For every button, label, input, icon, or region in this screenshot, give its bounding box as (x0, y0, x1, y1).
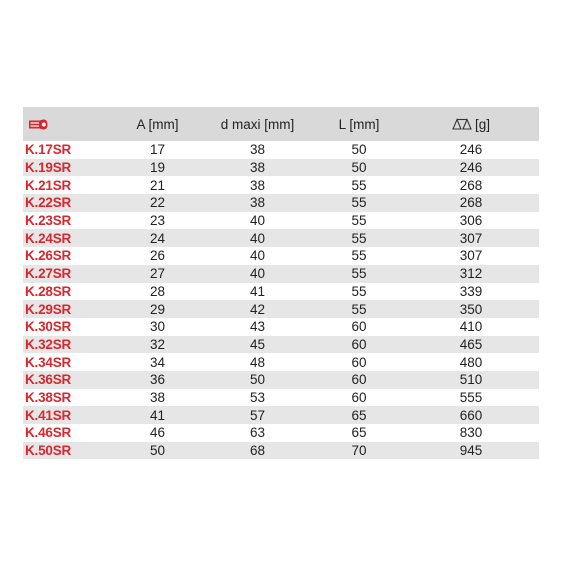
cell-a: 26 (149, 248, 166, 264)
cell-reference: K.38SR (25, 389, 72, 405)
table-row (23, 212, 539, 230)
cell-l: 65 (351, 425, 367, 441)
table-row (23, 247, 539, 265)
cell-reference: K.29SR (25, 301, 72, 317)
table-row (23, 176, 539, 194)
cell-d-maxi: 43 (249, 319, 266, 335)
cell-d-maxi: 41 (249, 283, 266, 299)
cell-reference: K.50SR (25, 443, 72, 459)
cell-weight: 480 (459, 354, 483, 370)
cell-l: 70 (351, 443, 367, 459)
cell-l: 55 (351, 230, 367, 246)
cell-d-maxi: 40 (249, 248, 266, 264)
table-row (23, 159, 539, 177)
cell-a: 32 (149, 336, 166, 352)
cell-l: 55 (351, 266, 367, 282)
cell-weight: 246 (459, 160, 483, 176)
cell-a: 19 (149, 160, 166, 176)
cell-d-maxi: 68 (249, 443, 266, 459)
cell-weight: 307 (459, 230, 483, 246)
cell-d-maxi: 40 (249, 213, 266, 229)
cell-reference: K.24SR (25, 230, 72, 246)
cell-d-maxi: 38 (249, 195, 266, 211)
cell-weight: 510 (459, 372, 483, 388)
cell-reference: K.26SR (25, 248, 72, 264)
cell-weight: 246 (459, 142, 483, 158)
cell-weight: 312 (459, 266, 483, 282)
cell-d-maxi: 57 (249, 407, 266, 423)
cell-weight: 830 (459, 425, 483, 441)
cell-l: 55 (351, 283, 367, 299)
cell-reference: K.17SR (25, 142, 72, 158)
cell-d-maxi: 42 (249, 301, 266, 317)
cell-d-maxi: 38 (249, 177, 266, 193)
cell-weight: 339 (459, 283, 483, 299)
cell-a: 34 (149, 354, 166, 370)
cell-d-maxi: 63 (249, 425, 266, 441)
table-row (23, 389, 539, 407)
cell-l: 60 (351, 372, 367, 388)
facom-wrench-logo-icon (28, 119, 48, 130)
cell-reference: K.34SR (25, 354, 72, 370)
cell-a: 41 (149, 407, 166, 423)
cell-reference: K.46SR (25, 425, 72, 441)
cell-a: 17 (149, 142, 166, 158)
cell-a: 21 (149, 177, 166, 193)
header-weight-unit: [g] (474, 116, 490, 132)
cell-d-maxi: 38 (249, 142, 266, 158)
table-row (23, 442, 539, 460)
cell-a: 23 (149, 213, 166, 229)
cell-d-maxi: 40 (249, 266, 266, 282)
cell-a: 22 (149, 195, 166, 211)
table-row (23, 265, 539, 283)
cell-a: 30 (149, 319, 166, 335)
cell-l: 60 (351, 336, 367, 352)
cell-reference: K.21SR (25, 177, 72, 193)
table-row (23, 300, 539, 318)
cell-weight: 410 (459, 319, 483, 335)
cell-d-maxi: 40 (249, 230, 266, 246)
cell-l: 60 (351, 354, 367, 370)
cell-a: 27 (149, 266, 166, 282)
cell-reference: K.19SR (25, 160, 72, 176)
cell-weight: 555 (459, 389, 483, 405)
table-row (23, 371, 539, 389)
table-row (23, 424, 539, 442)
table-row (23, 141, 539, 159)
scale-weight-icon (452, 118, 472, 130)
header-weight (403, 107, 539, 141)
header-d-maxi: d maxi [mm] (220, 116, 295, 132)
cell-a: 36 (149, 372, 166, 388)
table-row (23, 353, 539, 371)
cell-a: 28 (149, 283, 166, 299)
cell-weight: 307 (459, 248, 483, 264)
cell-a: 46 (149, 425, 166, 441)
cell-weight: 268 (459, 177, 483, 193)
cell-weight: 465 (459, 336, 483, 352)
cell-l: 50 (351, 142, 367, 158)
cell-reference: K.23SR (25, 213, 72, 229)
table-row (23, 336, 539, 354)
cell-d-maxi: 53 (249, 389, 266, 405)
cell-d-maxi: 38 (249, 160, 266, 176)
cell-d-maxi: 45 (249, 336, 266, 352)
header-l: L [mm] (338, 116, 380, 132)
table-row (23, 318, 539, 336)
cell-a: 29 (149, 301, 166, 317)
cell-reference: K.32SR (25, 336, 72, 352)
cell-weight: 660 (459, 407, 483, 423)
cell-reference: K.28SR (25, 283, 72, 299)
cell-weight: 306 (459, 213, 483, 229)
cell-l: 60 (351, 319, 367, 335)
spec-table (23, 107, 539, 459)
cell-d-maxi: 48 (249, 354, 266, 370)
cell-l: 55 (351, 177, 367, 193)
cell-reference: K.27SR (25, 266, 72, 282)
cell-l: 55 (351, 195, 367, 211)
cell-l: 50 (351, 160, 367, 176)
cell-l: 55 (351, 213, 367, 229)
cell-weight: 268 (459, 195, 483, 211)
cell-a: 50 (149, 443, 166, 459)
cell-l: 60 (351, 389, 367, 405)
table-row (23, 406, 539, 424)
header-a: A [mm] (136, 116, 179, 132)
cell-a: 24 (149, 230, 166, 246)
cell-reference: K.22SR (25, 195, 72, 211)
table-header-row (23, 107, 539, 141)
cell-l: 65 (351, 407, 367, 423)
cell-reference: K.30SR (25, 319, 72, 335)
cell-weight: 945 (459, 443, 483, 459)
cell-l: 55 (351, 301, 367, 317)
table-row (23, 194, 539, 212)
cell-reference: K.41SR (25, 407, 72, 423)
header-logo-cell (23, 107, 115, 141)
table-body (23, 141, 539, 459)
table-row (23, 283, 539, 301)
cell-l: 55 (351, 248, 367, 264)
table-row (23, 229, 539, 247)
cell-d-maxi: 50 (249, 372, 266, 388)
cell-reference: K.36SR (25, 372, 72, 388)
cell-weight: 350 (459, 301, 483, 317)
cell-a: 38 (149, 389, 166, 405)
